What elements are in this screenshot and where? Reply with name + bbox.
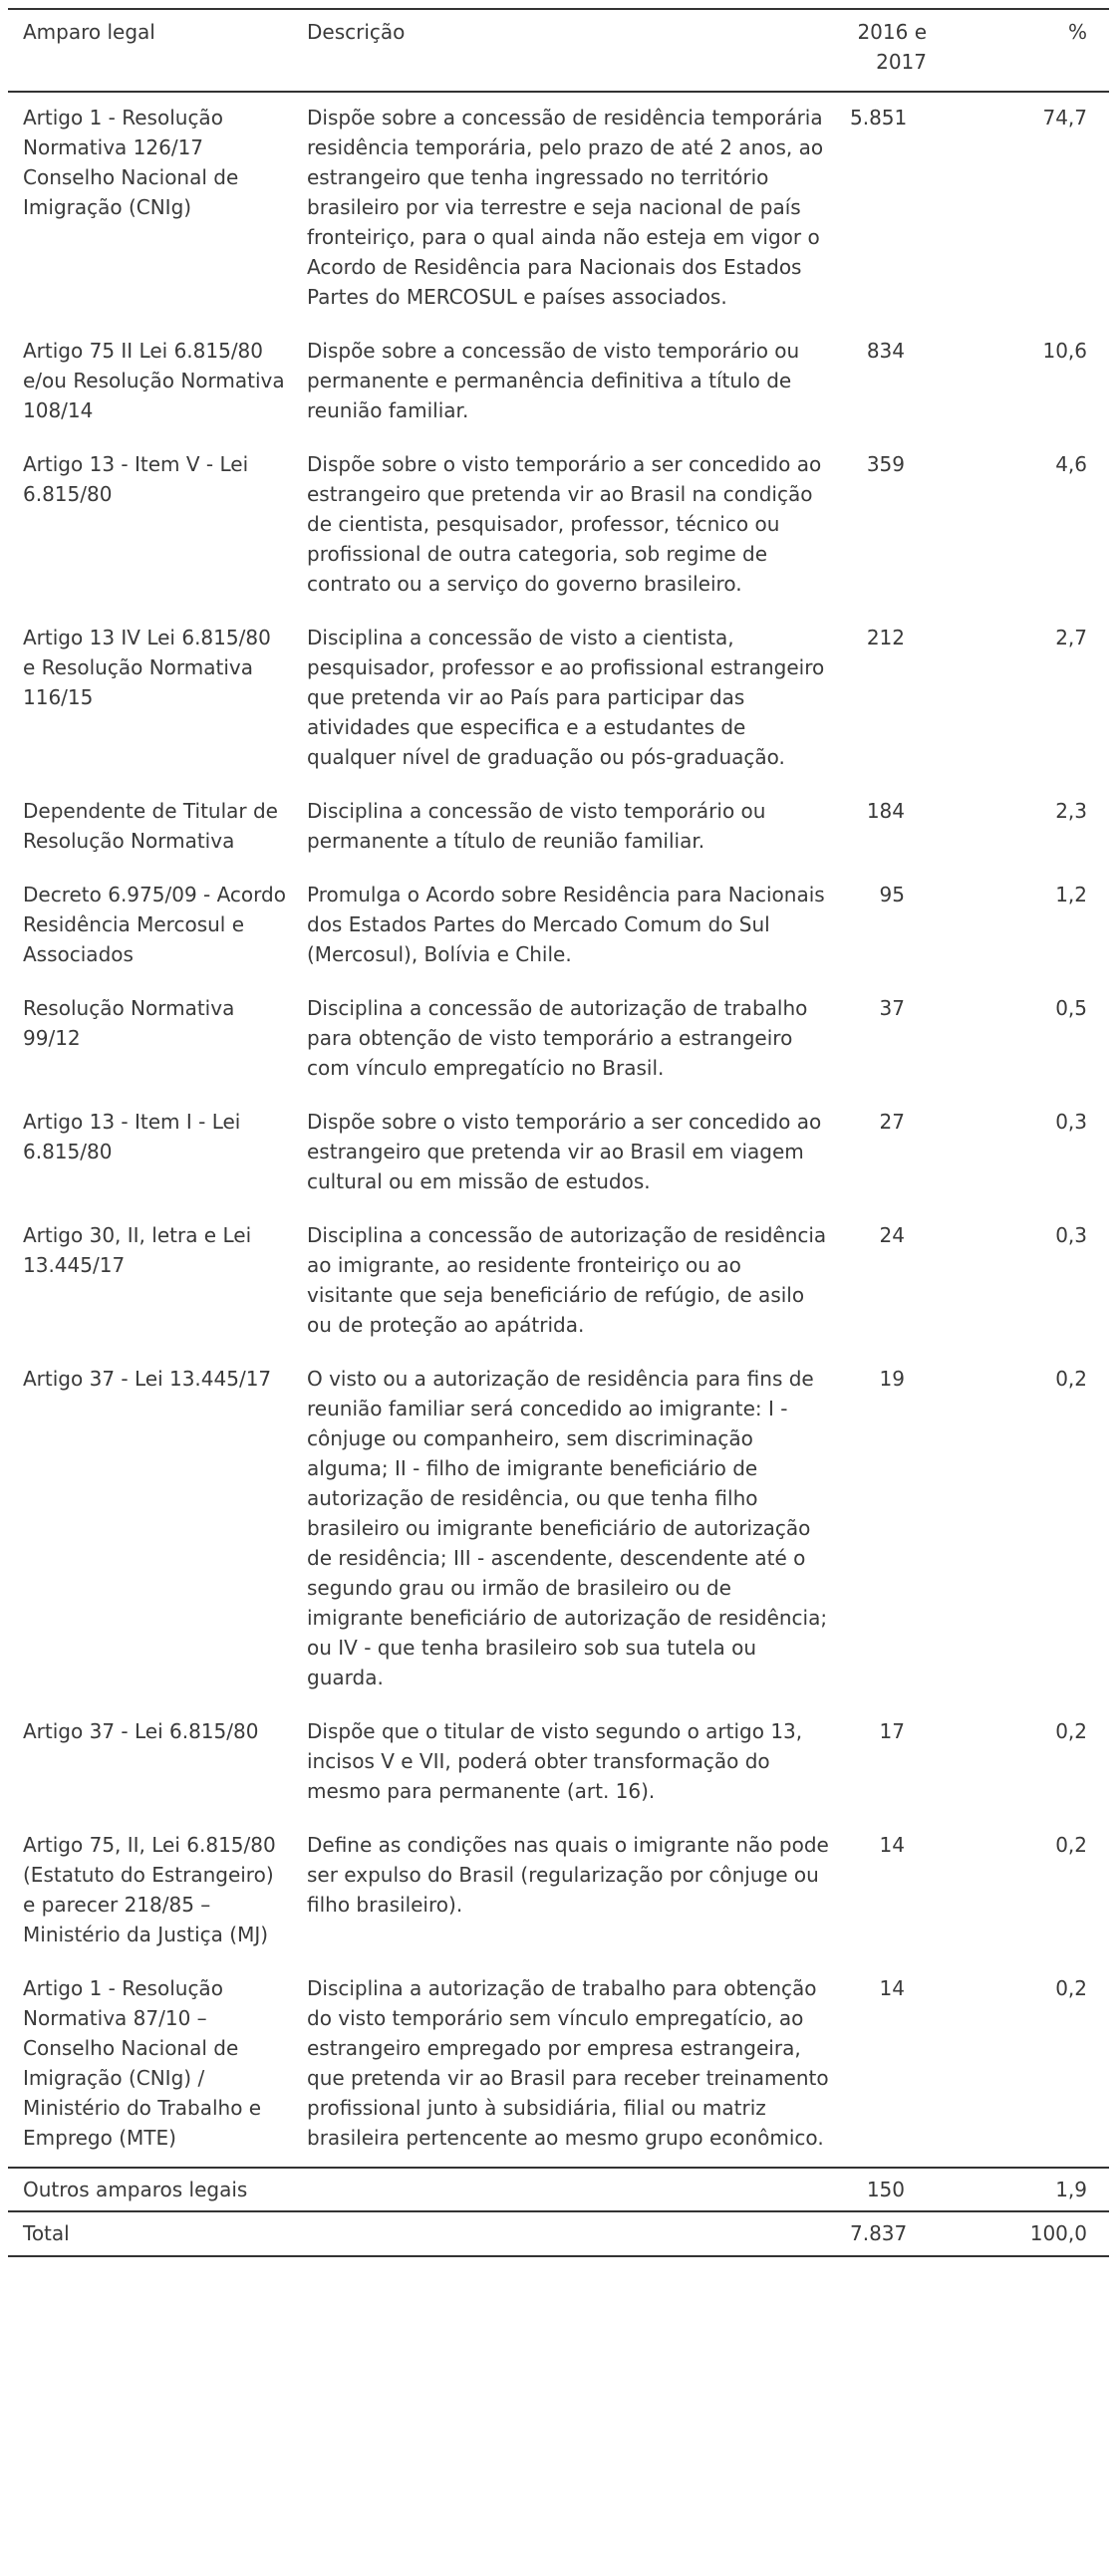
- others-description: [292, 2168, 835, 2211]
- table-row: [8, 439, 1109, 613]
- total-2016-2017-cell: 5.851: [850, 106, 908, 129]
- total-2016-2017-cell: 14: [879, 1833, 905, 1857]
- table-row: [8, 1354, 1109, 1706]
- others-total: 150: [835, 2168, 955, 2211]
- description-cell: Disciplina a concessão de visto temporário ou permanente a título de reunião familiar.: [307, 799, 766, 853]
- total-2016-2017-cell: 212: [866, 626, 905, 649]
- amparo-legal-cell: Resolução Normativa 99/12: [23, 996, 235, 1050]
- description-cell: Define as condições nas quais o imigrante não pode ser expulso do Brasil (regularização por cônjuge ou filho brasileiro).: [307, 1833, 829, 1917]
- amparo-legal-cell: Artigo 75, II, Lei 6.815/80 (Estatuto do Estrangeiro) e parecer 218/85 – Ministério da Justiça (MJ): [23, 1833, 276, 1946]
- amparo-legal-cell: Artigo 37 - Lei 6.815/80: [23, 1719, 259, 1743]
- total-value: 7.837: [835, 2211, 955, 2256]
- percent-cell: 0,3: [1055, 1110, 1087, 1134]
- total-2016-2017-cell: 834: [866, 339, 905, 363]
- amparo-legal-cell: Artigo 1 - Resolução Normativa 87/10 – Conselho Nacional de Imigração (CNIg) / Ministério do Trabalho e Emprego (MTE): [23, 1976, 262, 2150]
- description-cell: Disciplina a concessão de autorização de trabalho para obtenção de visto temporário a estrangeiro com vínculo empregatício no Brasil.: [307, 996, 808, 1080]
- total-2016-2017-cell: 27: [879, 1110, 905, 1134]
- percent-cell: 4,6: [1055, 452, 1087, 476]
- amparo-legal-cell: Artigo 37 - Lei 13.445/17: [23, 1367, 272, 1391]
- amparo-legal-cell: Artigo 13 - Item I - Lei 6.815/80: [23, 1110, 241, 1163]
- header-row: [8, 9, 1109, 92]
- amparo-legal-cell: Decreto 6.975/09 - Acordo Residência Mercosul e Associados: [23, 883, 286, 966]
- description-cell: O visto ou a autorização de residência para fins de reunião familiar será concedido ao imigrante: I - cônjuge ou companheiro, sem discriminação alguma; II - filho de imigrante beneficiário de autorização de residência, ou que tenha filho brasileiro ou imigrante beneficiário de autorização de residência; III - ascendente, descendente até o segundo grau ou irmão de brasileiro ou de imigrante beneficiário de autorização de residência; ou IV - que tenha brasileiro sob sua tutela ou guarda.: [307, 1367, 828, 1689]
- table-row: [8, 92, 1109, 326]
- amparo-legal-cell: Artigo 75 II Lei 6.815/80 e/ou Resolução Normativa 108/14: [23, 339, 285, 422]
- total-2016-2017-cell: 359: [866, 452, 905, 476]
- description-cell: Promulga o Acordo sobre Residência para Nacionais dos Estados Partes do Mercado Comum do Sul (Mercosul), Bolívia e Chile.: [307, 883, 825, 966]
- others-percent: 1,9: [955, 2168, 1109, 2211]
- table-row: [8, 1210, 1109, 1354]
- table-body: [8, 92, 1109, 2168]
- description-cell: Disciplina a concessão de autorização de residência ao imigrante, ao residente fronteiriço ou ao visitante que seja beneficiário de refúgio, de asilo ou de proteção ao apátrida.: [307, 1223, 827, 1337]
- percent-cell: 0,2: [1055, 1833, 1087, 1857]
- description-cell: Dispõe sobre a concessão de visto temporário ou permanente e permanência definitiva a título de reunião familiar.: [307, 339, 800, 422]
- description-cell: Disciplina a autorização de trabalho para obtenção do visto temporário sem vínculo empregatício, ao estrangeiro empregado por empresa estrangeira, que pretenda vir ao Brasil para receber treinamento profissional junto à subsidiária, filial ou matriz brasileira pertencente ao mesmo grupo econômico.: [307, 1976, 829, 2150]
- amparo-legal-cell: Dependente de Titular de Resolução Normativa: [23, 799, 278, 853]
- percent-cell: 0,3: [1055, 1223, 1087, 1247]
- header-amparo-legal: Amparo legal: [8, 9, 292, 92]
- percent-cell: 2,3: [1055, 799, 1087, 823]
- total-2016-2017-cell: 19: [879, 1367, 905, 1391]
- amparo-legal-cell: Artigo 13 IV Lei 6.815/80 e Resolução Normativa 116/15: [23, 626, 271, 709]
- total-description: [292, 2211, 835, 2256]
- percent-cell: 74,7: [1042, 106, 1087, 129]
- total-percent: 100,0: [955, 2211, 1109, 2256]
- description-cell: Disciplina a concessão de visto a cientista, pesquisador, professor e ao profissional estrangeiro que pretenda vir ao País para participar das atividades que especifica e a estudantes de qualquer nível de graduação ou pós-graduação.: [307, 626, 825, 769]
- table-row: [8, 1706, 1109, 1820]
- percent-cell: 10,6: [1042, 339, 1087, 363]
- table-row: [8, 1097, 1109, 1210]
- table-row: [8, 326, 1109, 439]
- header-2016-2017: 2016 e 2017: [835, 9, 955, 92]
- total-2016-2017-cell: 95: [879, 883, 905, 906]
- amparo-legal-cell: Artigo 30, II, letra e Lei 13.445/17: [23, 1223, 252, 1277]
- table-row: [8, 870, 1109, 983]
- amparo-legal-cell: Artigo 1 - Resolução Normativa 126/17 Conselho Nacional de Imigração (CNIg): [23, 106, 239, 219]
- percent-cell: 0,2: [1055, 1367, 1087, 1391]
- others-row: [8, 2168, 1109, 2211]
- header-descricao: Descrição: [292, 9, 835, 92]
- total-2016-2017-cell: 24: [879, 1223, 905, 1247]
- percent-cell: 0,2: [1055, 1976, 1087, 2000]
- total-2016-2017-cell: 17: [879, 1719, 905, 1743]
- header-percent: %: [955, 9, 1109, 92]
- legal-basis-table-container: [8, 8, 1109, 2257]
- total-2016-2017-cell: 184: [866, 799, 905, 823]
- total-row: [8, 2211, 1109, 2256]
- total-2016-2017-cell: 37: [879, 996, 905, 1020]
- total-2016-2017-cell: 14: [879, 1976, 905, 2000]
- table-header: [8, 9, 1109, 92]
- table-row: [8, 1820, 1109, 1963]
- table-row: [8, 786, 1109, 870]
- total-label: Total: [8, 2211, 292, 2256]
- description-cell: Dispõe sobre o visto temporário a ser concedido ao estrangeiro que pretenda vir ao Brasil na condição de cientista, pesquisador, professor, técnico ou profissional de outra categoria, sob regime de contrato ou a serviço do governo brasileiro.: [307, 452, 822, 596]
- table-row: [8, 1963, 1109, 2168]
- description-cell: Dispõe sobre o visto temporário a ser concedido ao estrangeiro que pretenda vir ao Brasil em viagem cultural ou em missão de estudos.: [307, 1110, 822, 1193]
- table-row: [8, 613, 1109, 786]
- description-cell: Dispõe que o titular de visto segundo o artigo 13, incisos V e VII, poderá obter transformação do mesmo para permanente (art. 16).: [307, 1719, 803, 1803]
- percent-cell: 1,2: [1055, 883, 1087, 906]
- percent-cell: 0,2: [1055, 1719, 1087, 1743]
- percent-cell: 2,7: [1055, 626, 1087, 649]
- legal-basis-table: [8, 8, 1109, 2257]
- others-label: Outros amparos legais: [8, 2168, 292, 2211]
- percent-cell: 0,5: [1055, 996, 1087, 1020]
- amparo-legal-cell: Artigo 13 - Item V - Lei 6.815/80: [23, 452, 249, 506]
- table-footer: [8, 2168, 1109, 2256]
- description-cell: Dispõe sobre a concessão de residência temporária residência temporária, pelo prazo de até 2 anos, ao estrangeiro que tenha ingressado no território brasileiro por via terrestre e seja nacional de país fronteiriço, para o qual ainda não esteja em vigor o Acordo de Residência para Nacionais dos Estados Partes do MERCOSUL e países associados.: [307, 106, 824, 309]
- table-row: [8, 983, 1109, 1097]
